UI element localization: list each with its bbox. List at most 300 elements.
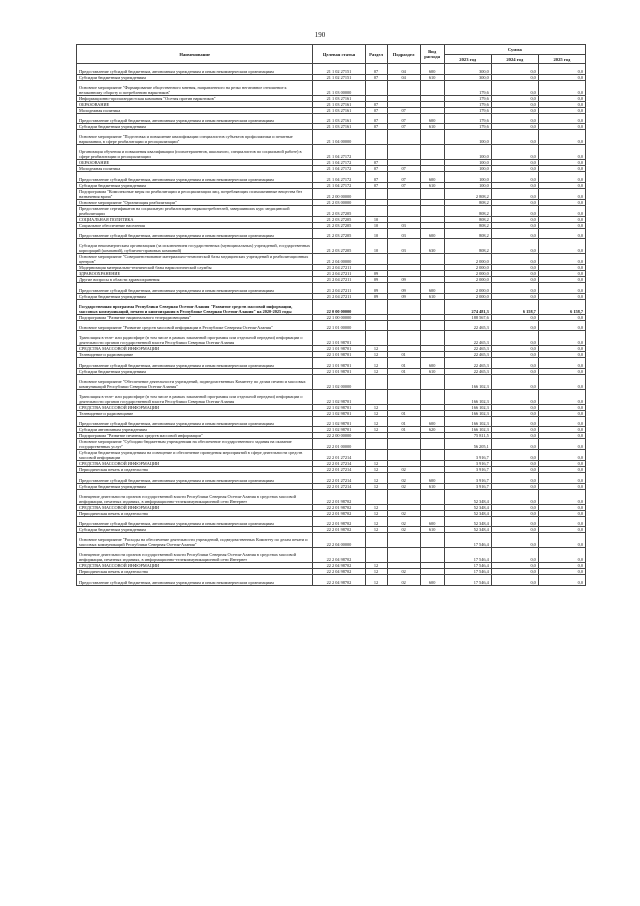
header-section: Раздел xyxy=(365,45,387,64)
row-amount-2025: 0,0 xyxy=(538,74,585,80)
row-amount-2024: 0,0 xyxy=(491,461,538,467)
row-name: Организация обучения и повышения квалификации (психотерапевтов, школьного, специалистов по социальной работе) в сфере реабилитации и ресоциализации xyxy=(77,145,313,160)
row-code: 21 1 04 27172 xyxy=(313,145,365,160)
row-name: Основное мероприятие "Организация реабилитации" xyxy=(77,199,313,205)
row-section: 12 xyxy=(365,358,387,369)
row-name: Основное мероприятие "Подготовка и повышение квалификации специалистов субъектов профилактики и печатные наркомании, в сфере реабилитации и ресоциализации" xyxy=(77,130,313,145)
row-amount-2024: 0,0 xyxy=(491,277,538,283)
row-amount-2025: 0,0 xyxy=(538,222,585,228)
row-section xyxy=(365,320,387,331)
row-amount-2024: 0,0 xyxy=(491,467,538,473)
row-section: 12 xyxy=(365,483,387,489)
row-expense-type: 600 xyxy=(420,64,444,75)
row-section: 07 xyxy=(365,107,387,113)
row-expense-type: 600 xyxy=(420,358,444,369)
table-row xyxy=(77,205,586,216)
row-name: Предоставление сертификатов на социальную реабилитацию наркопотребителей, завершивших курс медицинской реабилитации xyxy=(77,205,313,216)
table-row xyxy=(77,358,586,369)
row-amount-2024: 0,0 xyxy=(491,404,538,410)
row-subsection xyxy=(387,145,420,160)
row-amount-2024: 0,0 xyxy=(491,473,538,484)
row-amount-2023: 22 465,3 xyxy=(444,346,491,352)
row-code: 22 1 01 98701 xyxy=(313,352,365,358)
row-name: Субсидии бюджетным учреждениям xyxy=(77,293,313,299)
row-amount-2024: 0,0 xyxy=(491,374,538,389)
row-name: Предоставление субсидий бюджетным, автономным учреждениям и иным некоммерческим организациям xyxy=(77,64,313,75)
row-name: СРЕДСТВА МАССОВОЙ ИНФОРМАЦИИ xyxy=(77,346,313,352)
row-section: 12 xyxy=(365,467,387,473)
row-code: 21 1 04 00000 xyxy=(313,130,365,145)
row-amount-2023: 166 102,3 xyxy=(444,410,491,416)
row-name: Государственная программа Республики Северная Осетия-Алания "Развитие средств массовой информации, массовых коммуникаций, печати и книгоиздания в Республике Северная Осетия-Алания" на 2020-2025 годы xyxy=(77,299,313,314)
header-subsection: Подраздел xyxy=(387,45,420,64)
row-amount-2023: 2 808,2 xyxy=(444,188,491,199)
row-code: 21 2 04 27211 xyxy=(313,283,365,294)
row-amount-2025: 0,0 xyxy=(538,293,585,299)
row-amount-2025: 0,0 xyxy=(538,166,585,172)
row-amount-2025: 0,0 xyxy=(538,427,585,433)
row-amount-2023: 2 000,0 xyxy=(444,277,491,283)
row-amount-2024: 0,0 xyxy=(491,283,538,294)
row-name: Трансляция в теле- или радиоэфире (в том числе в рамках заказанной программы или отдельной передачи) информации о деятельности органов государственной власти Республики Северная Осетия-Алания xyxy=(77,389,313,404)
row-name: Субсидии бюджетным учреждениям xyxy=(77,182,313,188)
row-amount-2024: 0,0 xyxy=(491,293,538,299)
row-subsection xyxy=(387,374,420,389)
row-code: 22 2 04 98702 xyxy=(313,548,365,563)
header-sum: Сумма xyxy=(444,45,585,55)
row-amount-2025: 0,0 xyxy=(538,277,585,283)
row-code: 22 1 01 00000 xyxy=(313,320,365,331)
row-section xyxy=(365,489,387,504)
row-amount-2025: 0,0 xyxy=(538,358,585,369)
row-name: СРЕДСТВА МАССОВОЙ ИНФОРМАЦИИ xyxy=(77,404,313,410)
header-year-2023: 2023 год xyxy=(444,55,491,64)
row-name: Подпрограмма "Развитие печатных средств массовой информации" xyxy=(77,433,313,439)
row-section: 12 xyxy=(365,569,387,575)
row-code: 22 2 04 98702 xyxy=(313,575,365,586)
row-expense-type xyxy=(420,80,444,95)
row-amount-2023: 17 546,4 xyxy=(444,575,491,586)
table-row xyxy=(77,239,586,254)
row-amount-2023: 300,0 xyxy=(444,64,491,75)
table-row xyxy=(77,145,586,160)
row-amount-2023: 3 916,7 xyxy=(444,450,491,461)
row-amount-2024: 0,0 xyxy=(491,216,538,222)
row-amount-2023: 52 348,4 xyxy=(444,516,491,527)
row-subsection xyxy=(387,489,420,504)
row-amount-2025: 0,0 xyxy=(538,80,585,95)
row-name: Телевидение и радиовещание xyxy=(77,410,313,416)
row-amount-2025: 0,0 xyxy=(538,346,585,352)
row-amount-2024: 0,0 xyxy=(491,358,538,369)
row-name: Предоставление субсидий бюджетным, автономным учреждениям и иным некоммерческим организациям xyxy=(77,473,313,484)
row-expense-type xyxy=(420,188,444,199)
row-amount-2024: 0,0 xyxy=(491,239,538,254)
row-subsection: 01 xyxy=(387,427,420,433)
row-expense-type: 610 xyxy=(420,74,444,80)
row-name: Молодежная политика xyxy=(77,107,313,113)
row-amount-2023: 808,2 xyxy=(444,222,491,228)
row-amount-2025: 0,0 xyxy=(538,228,585,239)
row-amount-2025: 0,0 xyxy=(538,410,585,416)
row-section: 12 xyxy=(365,346,387,352)
table-row xyxy=(77,489,586,504)
row-name: Освещение деятельности органов государственной власти Республики Северная Осетия-Алания в средствах массовой информации, печатных изданиях, в информационно-телекоммуникационной сети Интернет xyxy=(77,489,313,504)
row-subsection: 01 xyxy=(387,416,420,427)
row-amount-2025: 0,0 xyxy=(538,504,585,510)
row-code: 21 1 03 27161 xyxy=(313,95,365,101)
row-name: Предоставление субсидий бюджетным, автономным учреждениям и иным некоммерческим организациям xyxy=(77,228,313,239)
row-subsection: 04 xyxy=(387,64,420,75)
row-amount-2023: 166 102,3 xyxy=(444,416,491,427)
row-amount-2025: 0,0 xyxy=(538,239,585,254)
row-name: Предоставление субсидий бюджетным, автономным учреждениям и иным некоммерческим организациям xyxy=(77,575,313,586)
header-name: Наименование xyxy=(77,45,313,64)
row-subsection xyxy=(387,188,420,199)
table-row xyxy=(77,228,586,239)
row-amount-2024: 0,0 xyxy=(491,548,538,563)
row-amount-2023: 3 916,7 xyxy=(444,467,491,473)
row-section: 12 xyxy=(365,527,387,533)
row-expense-type: 620 xyxy=(420,427,444,433)
row-amount-2023: 100,0 xyxy=(444,160,491,166)
row-subsection: 01 xyxy=(387,368,420,374)
row-expense-type xyxy=(420,374,444,389)
row-expense-type xyxy=(420,320,444,331)
row-name: Периодическая печать и издательства xyxy=(77,467,313,473)
row-expense-type xyxy=(420,389,444,404)
row-code: 21 2 04 27211 xyxy=(313,277,365,283)
row-section: 12 xyxy=(365,352,387,358)
row-amount-2024: 0,0 xyxy=(491,439,538,450)
row-subsection: 02 xyxy=(387,473,420,484)
row-amount-2023: 100,0 xyxy=(444,145,491,160)
row-amount-2023: 274 481,3 xyxy=(444,299,491,314)
row-name: Основное мероприятие "Расходы на обеспечение деятельности учреждений, подведомственных Комитету по делам печати и массовых коммуникаций Республики Северная Осетия-Алания" xyxy=(77,533,313,548)
row-amount-2023: 22 465,3 xyxy=(444,352,491,358)
row-name: Субсидии бюджетным учреждениям xyxy=(77,527,313,533)
row-amount-2025: 0,0 xyxy=(538,182,585,188)
row-section: 07 xyxy=(365,172,387,183)
row-amount-2023: 3 916,7 xyxy=(444,461,491,467)
row-section xyxy=(365,331,387,346)
row-amount-2025: 0,0 xyxy=(538,107,585,113)
row-code: 21 1 04 27172 xyxy=(313,182,365,188)
row-amount-2025: 0,0 xyxy=(538,352,585,358)
row-name: Субсидии бюджетным учреждениям на освещение и обеспечение проведения мероприятий в сфере деятельности средств массовой информации xyxy=(77,450,313,461)
row-amount-2023: 2 000,0 xyxy=(444,283,491,294)
row-code: 21 1 03 27161 xyxy=(313,113,365,124)
table-row xyxy=(77,188,586,199)
table-row xyxy=(77,548,586,563)
row-amount-2023: 17 546,4 xyxy=(444,563,491,569)
row-subsection: 03 xyxy=(387,239,420,254)
table-header xyxy=(77,45,586,64)
row-section xyxy=(365,389,387,404)
row-name: Информационно-пропагандистская кампания "Осетия против наркотиков" xyxy=(77,95,313,101)
row-amount-2023: 166 102,3 xyxy=(444,389,491,404)
row-amount-2023: 56 205,1 xyxy=(444,439,491,450)
row-amount-2025: 0,0 xyxy=(538,254,585,265)
row-subsection: 04 xyxy=(387,74,420,80)
row-subsection: 01 xyxy=(387,410,420,416)
row-section: 09 xyxy=(365,271,387,277)
row-amount-2023: 17 546,4 xyxy=(444,548,491,563)
row-amount-2023: 179,6 xyxy=(444,107,491,113)
row-amount-2024: 0,0 xyxy=(491,527,538,533)
row-code: 22 2 01 27214 xyxy=(313,461,365,467)
row-code: 21 2 03 27205 xyxy=(313,216,365,222)
row-subsection: 02 xyxy=(387,510,420,516)
row-amount-2024: 0,0 xyxy=(491,182,538,188)
header-year-2024: 2024 год xyxy=(491,55,538,64)
row-expense-type: 600 xyxy=(420,113,444,124)
row-amount-2025: 0,0 xyxy=(538,473,585,484)
row-amount-2024: 0,0 xyxy=(491,188,538,199)
row-name: ЗДРАВООХРАНЕНИЕ xyxy=(77,271,313,277)
row-expense-type: 610 xyxy=(420,182,444,188)
row-section: 07 xyxy=(365,160,387,166)
row-amount-2025: 0,0 xyxy=(538,563,585,569)
row-expense-type xyxy=(420,450,444,461)
row-code: 22 2 01 98702 xyxy=(313,489,365,504)
row-name: Подпрограмма "Комплексные меры по реабилитации и ресоциализации лиц, потребляющих психоактивные вещества без назначения врача" xyxy=(77,188,313,199)
row-code: 22 0 00 00000 xyxy=(313,299,365,314)
row-code: 21 2 03 27205 xyxy=(313,228,365,239)
table-row xyxy=(77,172,586,183)
row-subsection: 02 xyxy=(387,516,420,527)
row-subsection xyxy=(387,331,420,346)
row-amount-2024: 0,0 xyxy=(491,433,538,439)
row-expense-type: 610 xyxy=(420,368,444,374)
row-name: Основное мероприятие "Совершенствование материально-технической базы медицинских учреждений и реабилитационных центров" xyxy=(77,254,313,265)
row-name: СРЕДСТВА МАССОВОЙ ИНФОРМАЦИИ xyxy=(77,563,313,569)
row-subsection: 03 xyxy=(387,228,420,239)
table-row xyxy=(77,320,586,331)
row-amount-2024: 0,0 xyxy=(491,228,538,239)
table-row xyxy=(77,331,586,346)
row-amount-2023: 22 465,3 xyxy=(444,358,491,369)
budget-table xyxy=(76,44,586,586)
table-body xyxy=(77,64,586,586)
row-expense-type: 600 xyxy=(420,416,444,427)
table-row xyxy=(77,473,586,484)
row-section: 12 xyxy=(365,575,387,586)
row-section: 10 xyxy=(365,222,387,228)
row-name: Подпрограмма "Развитие национального телерадиовещания" xyxy=(77,314,313,320)
row-amount-2024: 0,0 xyxy=(491,389,538,404)
row-amount-2024: 0,0 xyxy=(491,64,538,75)
row-amount-2024: 0,0 xyxy=(491,368,538,374)
row-code: 22 2 01 27214 xyxy=(313,483,365,489)
row-expense-type: 610 xyxy=(420,124,444,130)
row-amount-2024: 0,0 xyxy=(491,124,538,130)
row-subsection: 01 xyxy=(387,352,420,358)
row-amount-2024: 0,0 xyxy=(491,516,538,527)
row-amount-2023: 179,6 xyxy=(444,101,491,107)
row-amount-2024: 0,0 xyxy=(491,450,538,461)
row-amount-2024: 0,0 xyxy=(491,160,538,166)
row-amount-2023: 52 348,4 xyxy=(444,489,491,504)
row-code: 22 1 01 98701 xyxy=(313,346,365,352)
row-code: 22 2 01 98702 xyxy=(313,504,365,510)
row-amount-2024: 0,0 xyxy=(491,254,538,265)
row-amount-2025: 0,0 xyxy=(538,113,585,124)
row-amount-2023: 100,0 xyxy=(444,172,491,183)
row-section: 12 xyxy=(365,563,387,569)
table-row xyxy=(77,80,586,95)
row-code: 21 2 04 27211 xyxy=(313,265,365,271)
row-expense-type: 600 xyxy=(420,283,444,294)
row-name: Основное мероприятие "Развитие средств массовой информации в Республике Северная Осетия-Алания" xyxy=(77,320,313,331)
row-expense-type: 600 xyxy=(420,516,444,527)
row-subsection: 02 xyxy=(387,575,420,586)
row-amount-2023: 808,2 xyxy=(444,239,491,254)
row-section: 10 xyxy=(365,239,387,254)
row-code: 21 1 04 27172 xyxy=(313,166,365,172)
row-amount-2023: 808,2 xyxy=(444,228,491,239)
row-amount-2023: 179,6 xyxy=(444,124,491,130)
table-row xyxy=(77,64,586,75)
row-code: 22 1 02 00000 xyxy=(313,374,365,389)
row-amount-2023: 22 465,3 xyxy=(444,331,491,346)
row-amount-2024: 0,0 xyxy=(491,563,538,569)
table-row xyxy=(77,374,586,389)
row-name: Другие вопросы в области здравоохранения xyxy=(77,277,313,283)
row-amount-2024: 0,0 xyxy=(491,145,538,160)
row-amount-2025: 0,0 xyxy=(538,205,585,216)
row-amount-2023: 300,0 xyxy=(444,74,491,80)
row-amount-2025: 0,0 xyxy=(538,64,585,75)
header-expense-type: Вид расхода xyxy=(420,45,444,64)
row-name: Субсидии бюджетным учреждениям xyxy=(77,74,313,80)
row-amount-2024: 0,0 xyxy=(491,320,538,331)
row-section: 12 xyxy=(365,404,387,410)
row-amount-2023: 2 000,0 xyxy=(444,293,491,299)
row-code: 21 2 04 00000 xyxy=(313,254,365,265)
row-subsection: 07 xyxy=(387,124,420,130)
row-section xyxy=(365,439,387,450)
table-row xyxy=(77,113,586,124)
row-subsection: 02 xyxy=(387,569,420,575)
row-subsection: 02 xyxy=(387,483,420,489)
row-code: 21 2 00 00000 xyxy=(313,188,365,199)
row-section: 12 xyxy=(365,504,387,510)
row-code: 22 2 04 98702 xyxy=(313,563,365,569)
row-code: 22 2 04 98702 xyxy=(313,569,365,575)
row-amount-2025: 0,0 xyxy=(538,575,585,586)
row-section xyxy=(365,533,387,548)
table-row xyxy=(77,130,586,145)
row-amount-2025: 0,0 xyxy=(538,569,585,575)
row-amount-2024: 0,0 xyxy=(491,427,538,433)
row-amount-2025: 0,0 xyxy=(538,483,585,489)
row-amount-2025: 0,0 xyxy=(538,124,585,130)
table-row xyxy=(77,516,586,527)
row-expense-type: 610 xyxy=(420,483,444,489)
row-expense-type: 600 xyxy=(420,575,444,586)
row-amount-2024: 0,0 xyxy=(491,271,538,277)
row-name: СРЕДСТВА МАССОВОЙ ИНФОРМАЦИИ xyxy=(77,461,313,467)
row-amount-2025: 0,0 xyxy=(538,331,585,346)
row-section: 12 xyxy=(365,410,387,416)
row-amount-2023: 17 546,4 xyxy=(444,569,491,575)
row-amount-2024: 0,0 xyxy=(491,510,538,516)
row-name: Основное мероприятие "Субсидии бюджетным учреждениям на обеспечение государственного задания на оказание государственных услуг" xyxy=(77,439,313,450)
row-amount-2024: 0,0 xyxy=(491,113,538,124)
table-row xyxy=(77,389,586,404)
row-section: 07 xyxy=(365,113,387,124)
row-subsection xyxy=(387,254,420,265)
row-amount-2023: 179,6 xyxy=(444,80,491,95)
row-amount-2025: 0,0 xyxy=(538,216,585,222)
row-expense-type xyxy=(420,145,444,160)
row-code: 22 2 01 27214 xyxy=(313,473,365,484)
row-subsection: 07 xyxy=(387,182,420,188)
row-section xyxy=(365,299,387,314)
row-code: 22 1 02 98701 xyxy=(313,410,365,416)
row-amount-2025: 0,0 xyxy=(538,188,585,199)
table-row xyxy=(77,575,586,586)
row-amount-2024: 0,0 xyxy=(491,483,538,489)
row-amount-2024: 0,0 xyxy=(491,352,538,358)
row-expense-type xyxy=(420,533,444,548)
row-code: 22 2 01 98702 xyxy=(313,516,365,527)
row-code: 22 2 01 98702 xyxy=(313,510,365,516)
row-expense-type xyxy=(420,548,444,563)
row-amount-2023: 808,2 xyxy=(444,216,491,222)
row-amount-2025: 0,0 xyxy=(538,314,585,320)
row-amount-2024: 0,0 xyxy=(491,346,538,352)
table-row xyxy=(77,283,586,294)
row-amount-2024: 0,0 xyxy=(491,265,538,271)
row-amount-2025: 0,0 xyxy=(538,450,585,461)
row-amount-2025: 0,0 xyxy=(538,368,585,374)
row-amount-2024: 0,0 xyxy=(491,107,538,113)
row-name: ОБРАЗОВАНИЕ xyxy=(77,101,313,107)
row-subsection: 03 xyxy=(387,222,420,228)
row-subsection: 02 xyxy=(387,527,420,533)
row-name: Освещение деятельности органов государственной власти Республики Северная Осетия-Алания в средствах массовой информации, печатных изданиях, в информационно-телекоммуникационной сети Интернет xyxy=(77,548,313,563)
row-amount-2024: 0,0 xyxy=(491,416,538,427)
row-code: 22 2 01 98702 xyxy=(313,527,365,533)
row-code: 22 1 02 98701 xyxy=(313,404,365,410)
row-amount-2024: 0,0 xyxy=(491,101,538,107)
row-amount-2023: 166 102,3 xyxy=(444,404,491,410)
row-amount-2025: 0,0 xyxy=(538,389,585,404)
row-expense-type xyxy=(420,205,444,216)
row-amount-2023: 808,2 xyxy=(444,205,491,216)
row-subsection xyxy=(387,450,420,461)
row-amount-2024: 0,0 xyxy=(491,575,538,586)
row-code: 21 1 02 27151 xyxy=(313,74,365,80)
row-amount-2025: 0,0 xyxy=(538,265,585,271)
row-amount-2025: 0,0 xyxy=(538,160,585,166)
row-subsection: 09 xyxy=(387,283,420,294)
row-code: 22 1 02 98701 xyxy=(313,389,365,404)
row-subsection xyxy=(387,533,420,548)
row-expense-type xyxy=(420,254,444,265)
row-subsection: 07 xyxy=(387,166,420,172)
row-subsection: 09 xyxy=(387,293,420,299)
row-section xyxy=(365,548,387,563)
row-code: 22 1 02 98701 xyxy=(313,427,365,433)
row-section: 09 xyxy=(365,293,387,299)
row-section: 07 xyxy=(365,124,387,130)
row-expense-type: 600 xyxy=(420,172,444,183)
row-section: 09 xyxy=(365,277,387,283)
row-amount-2023: 2 000,0 xyxy=(444,254,491,265)
